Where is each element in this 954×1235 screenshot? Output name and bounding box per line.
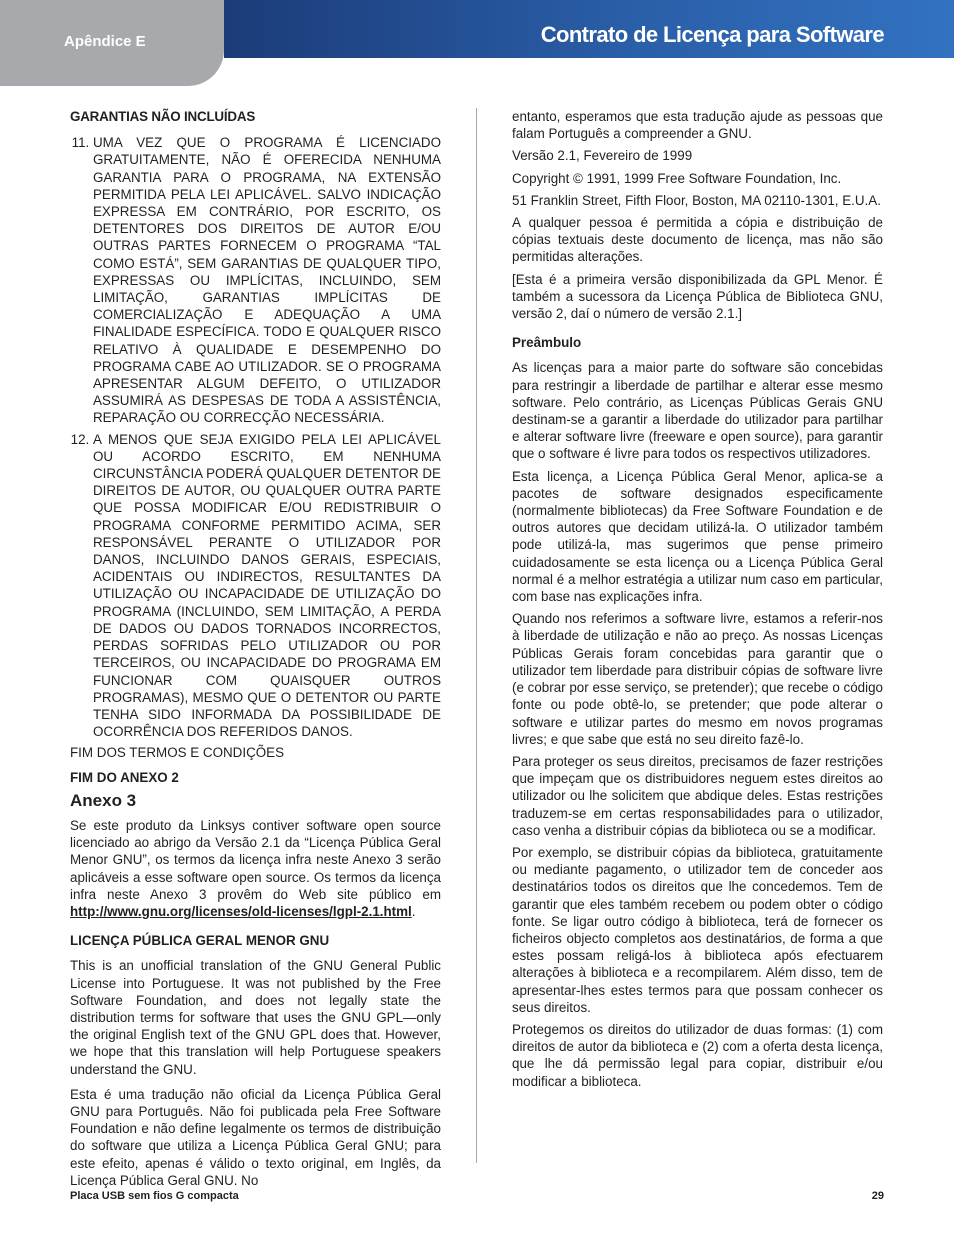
preamble-paragraph: Para proteger os seus direitos, precisamos de fazer restrições que impeçam que os distribuidores neguem estes direitos ao utilizador ou lhe solicitem que abdique deles. Estas restrições traduzem-se em certas responsabilidades para o utilizador, caso venha a distribuir cópias da biblioteca ou se a modificar.	[512, 753, 883, 838]
version: Versão 2.1, Fevereiro de 1999	[512, 148, 693, 164]
column-divider	[476, 108, 477, 1163]
preamble-paragraph: Quando nos referimos a software livre, estamos a referir-nos à liberdade de utilização e não ao preço. As nossas Licenças Públicas Gerais foram concebidas para garantir que o utilizador tem liberdade para distribuir cópias de software livre (e cobrar por esse serviço, se pretender); que recebe o código fonte ou pode obtê-lo, se pretender; que pode alterar o software e utilizar partes do mesmo em novos programas livres; e que sabe que está no seu direito fazê-lo.	[512, 611, 883, 747]
unofficial-translation-pt: Esta é uma tradução não oficial da Licença Pública Geral GNU para Português. Não foi publicada pela Free Software Foundation e não define legalmente os termos de distribuição do software que utiliza a Licença Pública Geral GNU; para este efeito, apenas é válido o texto original, em Inglês, da Licença Pública Geral GNU. No	[70, 1086, 441, 1188]
page-title: Contrato de Licença para Software	[540, 22, 884, 47]
preamble-paragraph: As licenças para a maior parte do software são concebidas para restringir a liberdade de partilhar e alterar esse mesmo software. Pelo contrário, as Licenças Públicas Gerais GNU destinam-se a garantir a liberdade do utilizador para partilhar e alterar software livre (freeware e open source), para garantir que o software é livre para todos os respectivos utilizadores.	[512, 360, 883, 462]
appendix-tab	[0, 0, 224, 86]
translation-continued: entanto, esperamos que esta tradução ajude as pessoas que falam Português a compreender a GNU.	[512, 109, 883, 142]
warranty-item-11: 11. UMA VEZ QUE O PROGRAMA É LICENCIADO GRATUITAMENTE, NÃO É OFERECIDA NENHUMA GARANTIA PARA O PROGRAMA, NA EXTENSÃO PERMITIDA PELA LEI APLICÁVEL. SALVO INDICAÇÃO EXPRESSA EM CONTRÁRIO, POR ESCRITO, OS DETENTORES DOS DIREITOS DE AUTOR E/OU OUTRAS PARTES FORNECEM O PROGRAMA “TAL COMO ESTÁ”, SEM GARANTIAS DE QUALQUER TIPO, EXPRESSAS OU IMPLÍCITAS, INCLUINDO, SEM LIMITAÇÃO, GARANTIAS IMPLÍCITAS DE COMERCIALIZAÇÃO E ADEQUAÇÃO A UMA FINALIDADE ESPECÍFICA. TODO E QUALQUER RISCO RELATIVO À QUALIDADE E DESEMPENHO DO PROGRAMA CABE AO UTILIZADOR. SE O PROGRAMA APRESENTAR ALGUM DEFEITO, O UTILIZADOR ASSUMIRÁ AS DESPESAS DE TODA A ASSISTÊNCIA, REPARAÇÃO OU CORRECÇÃO NECESSÁRIA.	[93, 134, 441, 426]
warranty-heading: GARANTIAS NÃO INCLUÍDAS	[70, 109, 256, 124]
lgpl-heading: LICENÇA PÚBLICA GERAL MENOR GNU	[70, 933, 330, 949]
annex-title: Anexo 3	[70, 790, 137, 810]
left-column	[70, 108, 441, 1194]
address: 51 Franklin Street, Fifth Floor, Boston, MA 02110-1301, E.U.A.	[512, 192, 881, 208]
unofficial-translation-en: This is an unofficial translation of the GNU General Public License into Portuguese. It was not published by the Free Software Foundation, and does not legally state the distribution terms for software that uses the GNU GPL—only the original English text of the GNU GPL does that. However, we hope that this translation will help Portuguese speakers understand the GNU.	[70, 958, 441, 1077]
preamble-paragraph: Esta licença, a Licença Pública Geral Menor, aplica-se a pacotes de software designados especificamente (normalmente bibliotecas) da Free Software Foundation e de outros autores que decidam utilizá-la. O utilizador também pode utilizá-la, mas sugerimos que pense primeiro cuidadosamente se esta licença ou a Licença Pública Geral normal é a melhor estratégia a utilizar num caso em particular, com base nas explicações infra.	[512, 468, 883, 605]
gnu-license-link[interactable]: http://www.gnu.org/licenses/old-licenses/lgpl-2.1.html	[70, 903, 412, 919]
page-number: 29	[871, 1190, 884, 1202]
annex-intro-text: Se este produto da Linksys contiver software open source licenciado ao abrigo da Versão 2.1 da “Licença Pública Geral Menor GNU”, os termos da licença infra neste Anexo 3 serão aplicáveis a esse software open source. Os termos da licença infra neste Anexo 3 provêm do Web site público em	[70, 817, 441, 902]
version-note: [Esta é a primeira versão disponibilizada da GPL Menor. É também a sucessora da Licença Pública de Biblioteca GNU, versão 2, daí o número de versão 2.1.]	[512, 271, 883, 322]
end-terms: FIM DOS TERMOS E CONDIÇÕES	[70, 745, 285, 761]
preamble-paragraph: Por exemplo, se distribuir cópias da biblioteca, gratuitamente ou mediante pagamento, o utilizador tem de conceder aos destinatários todos os direitos que lhe concedemos. Tem de garantir que eles também recebem ou podem obter o código fonte. Se ligar outro código à biblioteca, terá de fornecer os ficheiros objecto completos aos destinatários, de forma a que estes possam religá-los à biblioteca após efectuarem alterações à biblioteca e a recompilarem. Além disso, tem de apresentar-lhes estes termos para que possam conhecer os seus direitos.	[512, 844, 883, 1015]
end-annex: FIM DO ANEXO 2	[70, 769, 179, 785]
warranty-list	[70, 134, 441, 740]
title-bar	[224, 0, 954, 58]
preamble-heading: Preâmbulo	[512, 335, 582, 351]
permission: A qualquer pessoa é permitida a cópia e distribuição de cópias textuais deste documento de licença, mas não são permitidas alterações.	[512, 215, 883, 265]
right-column	[512, 108, 883, 1095]
copyright: Copyright © 1991, 1999 Free Software Foundation, Inc.	[512, 170, 842, 186]
preamble-paragraph: Protegemos os direitos do utilizador de duas formas: (1) com direitos de autor da biblioteca e (2) com a oferta desta licença, que lhe dá permissão legal para copiar, distribuir e/ou modificar a biblioteca.	[512, 1021, 883, 1089]
annex-intro-end: .	[411, 903, 416, 919]
warranty-item-12: 12. A MENOS QUE SEJA EXIGIDO PELA LEI APLICÁVEL OU ACORDO ESCRITO, EM NENHUMA CIRCUNSTÂNCIA PODERÁ QUALQUER DETENTOR DE DIREITOS DE AUTOR, OU QUALQUER OUTRA PARTE QUE POSSA MODIFICAR E/OU REDISTRIBUIR O PROGRAMA CONFORME PERMITIDO ACIMA, SER RESPONSÁVEL PERANTE O UTILIZADOR POR DANOS, INCLUINDO DANOS GERAIS, ESPECIAIS, ACIDENTAIS OU INDIRECTOS, RESULTANTES DA UTILIZAÇÃO OU INCAPACIDADE DE UTILIZAÇÃO DO PROGRAMA (INCLUINDO, SEM LIMITAÇÃO, A PERDA DE DADOS OU DADOS TORNADOS INCORRECTOS, PERDAS SOFRIDAS PELO UTILIZADOR OU POR TERCEIROS, OU INCAPACIDADE DO PROGRAMA EM FUNCIONAR COM QUAISQUER OUTROS PROGRAMAS), MESMO QUE O DETENTOR OU PARTE TENHA SIDO INFORMADA DA POSSIBILIDADE DE OCORRÊNCIA DOS REFERIDOS DANOS.	[93, 431, 441, 741]
appendix-label: Apêndice E	[64, 33, 146, 50]
annex-intro	[70, 817, 441, 920]
footer-product: Placa USB sem fios G compacta	[70, 1190, 239, 1202]
